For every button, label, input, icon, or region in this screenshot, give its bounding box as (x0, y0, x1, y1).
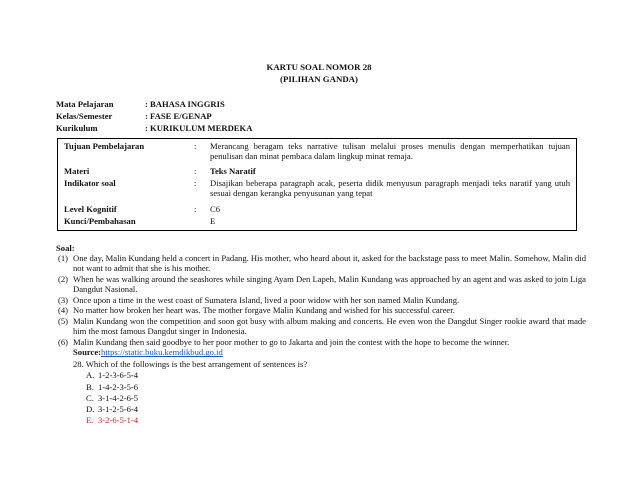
option-text: 3-1-2-5-6-4 (98, 403, 139, 414)
option-a (86, 370, 586, 381)
meta-subject-label: Mata Pelajaran (56, 99, 114, 109)
option-letter: C. (86, 392, 94, 403)
meta-class (56, 111, 212, 121)
list-item (58, 305, 586, 315)
option-e-answer (86, 415, 586, 426)
meta-subject-value: : BAHASA INGGRIS (145, 99, 225, 109)
option-c (86, 393, 586, 404)
kunci-value: E (210, 216, 216, 226)
option-b (86, 382, 586, 393)
item-number: (1) (58, 253, 69, 263)
tujuan-label: Tujuan Pembelajaran (64, 141, 145, 151)
indikator-colon: : (194, 178, 197, 188)
option-text: 3-1-4-2-6-5 (98, 392, 139, 403)
meta-class-label: Kelas/Semester (56, 111, 113, 121)
item-number: (3) (58, 294, 69, 305)
materi-value: Teks Naratif (210, 166, 256, 176)
item-text: Once upon a time in the west coast of Sumatera Island, lived a poor widow with her son named Malin Kundang. (73, 294, 460, 305)
item-text: When he was walking around the seashores while singing Ayam Den Lapeh, Malin Kundang was approached by an agent and was asked to join Liga Dangdut Nasional. (73, 273, 586, 295)
item-number: (2) (58, 273, 69, 284)
level-colon: : (194, 204, 197, 214)
item-text: No matter how broken her heart was. The mother forgave Malin Kundang and wished for his successful career. (73, 305, 455, 316)
sentence-list (58, 253, 586, 426)
item-number: (5) (58, 315, 69, 326)
item-text: Malin Kundang then said goodbye to her poor mother to go to Jakarta and join the contest with the hope to become the winner. (73, 336, 510, 347)
item-text: Malin Kundang won the competition and soon got busy with album making and concerts. He even won the Dangdut Singer rookie award that made him the most famous Dangdut singer in Indonesia. (73, 315, 586, 337)
options-list (58, 370, 586, 426)
list-item (58, 295, 586, 305)
level-label: Level Kognitif (64, 204, 117, 214)
option-text: 3-2-6-5-1-4 (98, 415, 139, 426)
source-line (58, 347, 586, 357)
option-letter: E. (86, 415, 94, 426)
option-letter: B. (86, 381, 94, 392)
soal-heading: Soal: (56, 243, 75, 253)
card-title: KARTU SOAL NOMOR 28 (266, 62, 372, 72)
meta-curriculum-label: Kurikulum (56, 123, 98, 133)
meta-curriculum (56, 123, 252, 133)
list-item (58, 274, 586, 295)
level-value: C6 (210, 204, 221, 214)
indikator-label: Indikator soal (64, 178, 116, 188)
info-table (57, 138, 577, 231)
indikator-value: Disajikan beberapa paragraph acak, peserta didik menyusun paragraph menjadi teks naratif yang utuh sesuai dengan kerangka penyusunan yang tepat (210, 178, 570, 199)
tujuan-value: Merancang beragam teks narrative tulisan melalui proses menulis dengan memperhatikan tujuan penulisan dan minat pembaca dalam lingkup minat remaja. (210, 141, 570, 162)
list-item (58, 316, 586, 337)
question-text: 28. Which of the followings is the best arrangement of sentences is? (73, 358, 308, 369)
list-item (58, 253, 586, 274)
source-label: Source: (73, 347, 102, 358)
option-text: 1-4-2-3-5-6 (98, 381, 139, 392)
materi-colon: : (194, 166, 197, 176)
tujuan-colon: : (194, 141, 197, 151)
card-subtitle: (PILIHAN GANDA) (280, 74, 358, 84)
kunci-label: Kunci/Pembahasan (64, 216, 136, 226)
option-letter: D. (86, 403, 95, 414)
meta-subject (56, 99, 225, 109)
item-number: (4) (58, 305, 69, 316)
source-link[interactable]: https://static.buku.kemdikbud.go.id (101, 347, 223, 358)
item-number: (6) (58, 336, 69, 347)
materi-label: Materi (64, 166, 90, 176)
meta-class-value: : FASE E/GENAP (145, 111, 212, 121)
list-item (58, 337, 586, 347)
option-d (86, 404, 586, 415)
meta-curriculum-value: : KURIKULUM MERDEKA (145, 123, 253, 133)
option-text: 1-2-3-6-5-4 (98, 370, 139, 381)
item-text: One day, Malin Kundang held a concert in Padang. His mother, who heard about it, asked for the backstage pass to meet Malin. Somehow, Malin did not want to admit that she is his mother. (73, 253, 586, 274)
option-letter: A. (86, 370, 95, 381)
